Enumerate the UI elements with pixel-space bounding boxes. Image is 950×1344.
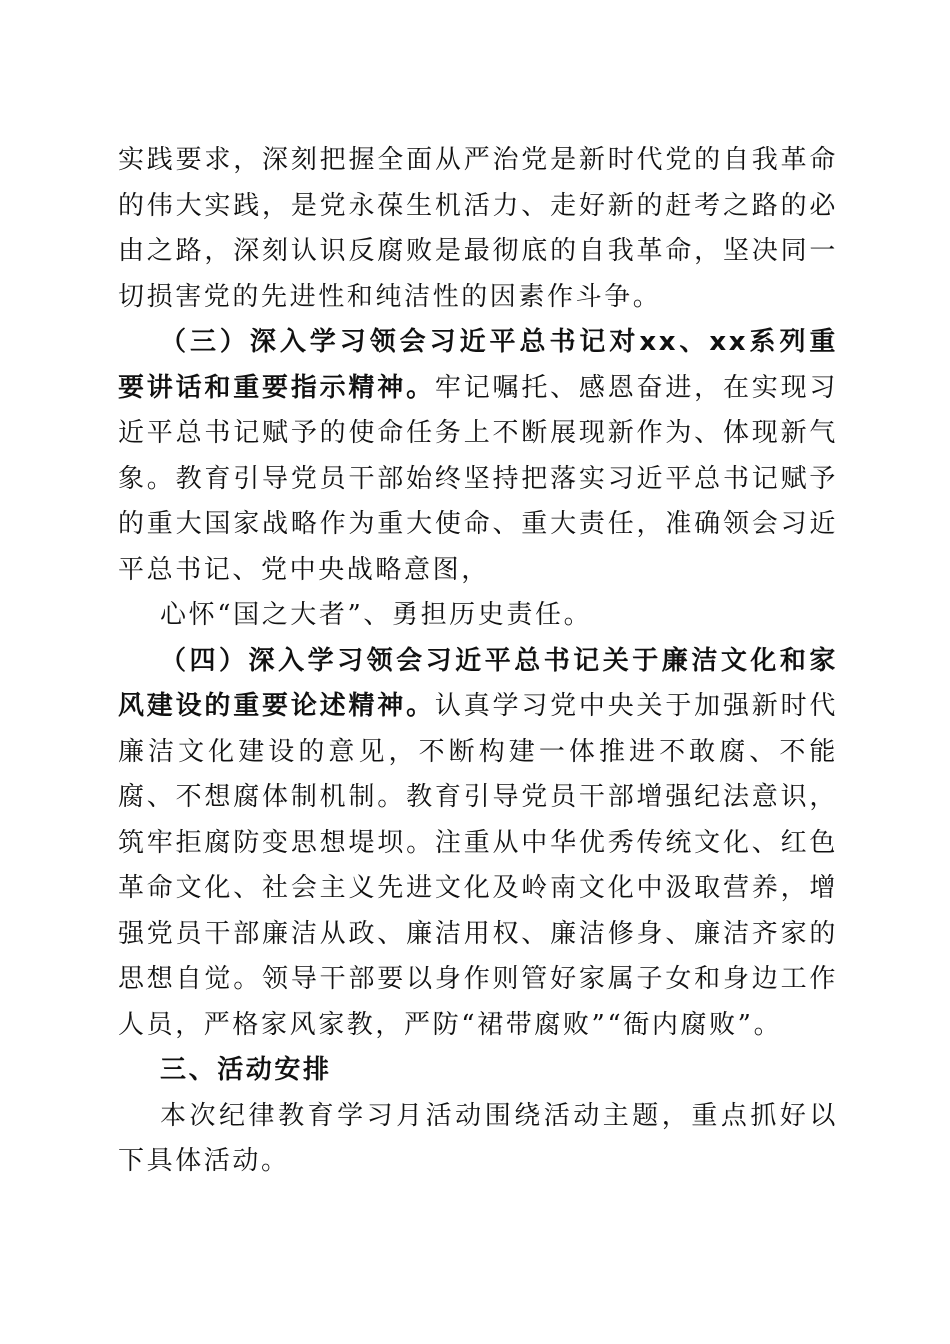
paragraph-lead-bold: （三）深入学习领会习近平总书记对xx、xx系列重要讲话和重要指示精神。 bbox=[118, 327, 838, 403]
paragraph-national-mindset: 心怀“国之大者”、勇担历史责任。 bbox=[160, 600, 593, 630]
paragraph-body-text: 牢记嘱托、感恩奋进，在实现习近平总书记赋予的使命任务上不断展现新作为、体现新气象。教育引导党员干部始终坚持把落实习近平总书记赋予的重大国家战略作为重大使命、重大责任，准确领会习近平总书记、党中央战略意图， bbox=[118, 372, 838, 585]
paragraph-lead-bold: （四）深入学习领会习近平总书记关于廉洁文化和家风建设的重要论述精神。 bbox=[118, 645, 838, 721]
paragraph-activity-intro: 本次纪律教育学习月活动围绕活动主题，重点抓好以下具体活动。 bbox=[118, 1100, 838, 1176]
paragraph-practice-requirements: 实践要求，深刻把握全面从严治党是新时代党的自我革命的伟大实践，是党永葆生机活力、走好新的赶考之路的必由之路，深刻认识反腐败是最彻底的自我革命，坚决同一切损害党的先进性和纯洁性的因素作斗争。 bbox=[118, 145, 838, 312]
paragraph-body-text: 认真学习党中央关于加强新时代廉洁文化建设的意见，不断构建一体推进不敢腐、不能腐、不想腐体制机制。教育引导党员干部增强纪法意识，筑牢拒腐防变思想堤坝。注重从中华优秀传统文化、红色革命文化、社会主义先进文化及岭南文化中汲取营养，增强党员干部廉洁从政、廉洁用权、廉洁修身、廉洁齐家的思想自觉。领导干部要以身作则管好家属子女和身边工作人员，严格家风家教，严防“裙带腐败”“衙内腐败”。 bbox=[118, 691, 838, 1040]
document-body bbox=[118, 138, 838, 1185]
paragraph-section-three-study bbox=[118, 320, 838, 593]
paragraph-section-four-integrity bbox=[118, 639, 838, 1049]
section-heading-activity-arrangement: 三、活动安排 bbox=[160, 1055, 332, 1085]
